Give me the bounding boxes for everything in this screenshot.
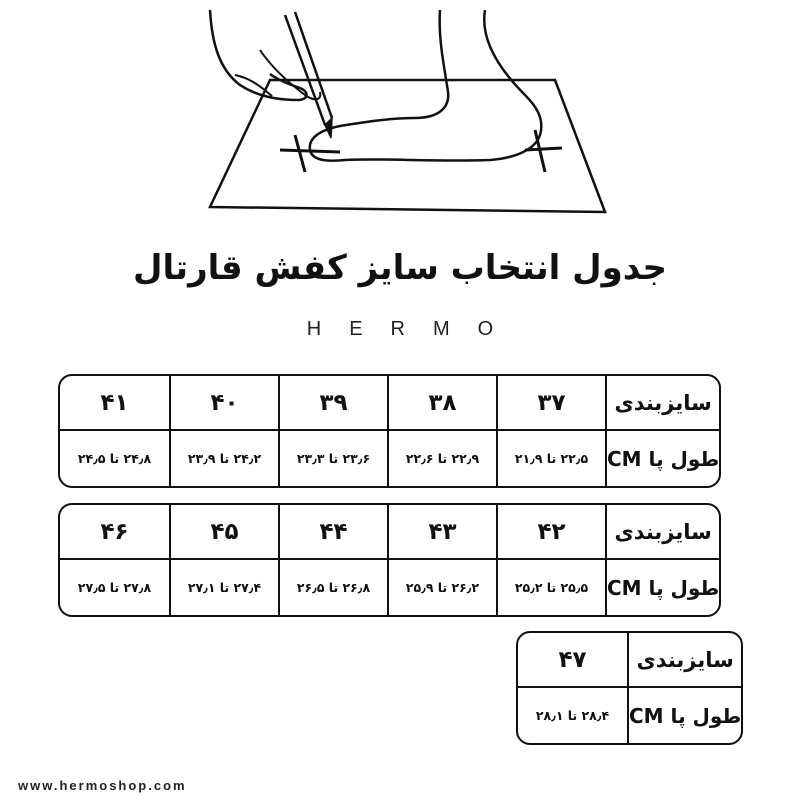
- length-range-cell: ۲۶٫۸ تا ۲۶٫۵: [278, 560, 387, 615]
- size-cell: ۴۱: [60, 376, 169, 431]
- row-label-length: طول پا CM: [605, 560, 719, 615]
- size-cell: ۴۴: [278, 505, 387, 560]
- size-cell: ۳۸: [387, 376, 496, 431]
- size-table-3: [516, 631, 743, 745]
- length-range-cell: ۲۲٫۵ تا ۲۱٫۹: [496, 431, 605, 486]
- row-label-length: طول پا CM: [605, 431, 719, 486]
- length-range-cell: ۲۴٫۲ تا ۲۳٫۹: [169, 431, 278, 486]
- length-range-cell: ۲۷٫۸ تا ۲۷٫۵: [77, 580, 152, 595]
- length-range-cell: ۲۳٫۶ تا ۲۳٫۳: [278, 431, 387, 486]
- table-row-sizes: [60, 505, 719, 560]
- row-label-size: سایزبندی: [605, 505, 719, 560]
- size-cell: ۴۰: [169, 376, 278, 431]
- size-cell: ۴۵: [169, 505, 278, 560]
- length-range-cell: ۲۷٫۴ تا ۲۷٫۱: [169, 560, 278, 615]
- size-cell: ۳۹: [278, 376, 387, 431]
- table-row-sizes: [518, 633, 741, 688]
- length-range-cell: ۲۶٫۲ تا ۲۵٫۹: [387, 560, 496, 615]
- size-table-1: [58, 374, 721, 488]
- size-cell: ۴۲: [496, 505, 605, 560]
- size-cell: ۴۳: [387, 505, 496, 560]
- size-cell: ۴۶: [60, 505, 169, 560]
- size-table-2: [58, 503, 721, 617]
- table-row-lengths: [518, 688, 741, 743]
- row-label-length: طول پا CM: [627, 688, 741, 743]
- length-range-cell: ۲۲٫۹ تا ۲۲٫۶: [387, 431, 496, 486]
- length-range-cell: ۲۸٫۴ تا ۲۸٫۱: [535, 708, 610, 723]
- foot-measuring-illustration: [200, 0, 620, 225]
- website-url: www.hermoshop.com: [18, 778, 187, 793]
- row-label-size: سایزبندی: [627, 633, 741, 688]
- table-row-lengths: [60, 431, 719, 486]
- row-label-size: سایزبندی: [605, 376, 719, 431]
- size-cell: ۴۷: [518, 633, 627, 688]
- table-row-lengths: [60, 560, 719, 615]
- length-range-cell: ۲۵٫۵ تا ۲۵٫۲: [496, 560, 605, 615]
- brand-name: HERMO: [306, 318, 522, 340]
- size-cell: ۳۷: [496, 376, 605, 431]
- page-title: جدول انتخاب سایز کفش قارتال: [133, 248, 667, 288]
- length-range-cell: ۲۴٫۸ تا ۲۴٫۵: [77, 451, 152, 466]
- table-row-sizes: [60, 376, 719, 431]
